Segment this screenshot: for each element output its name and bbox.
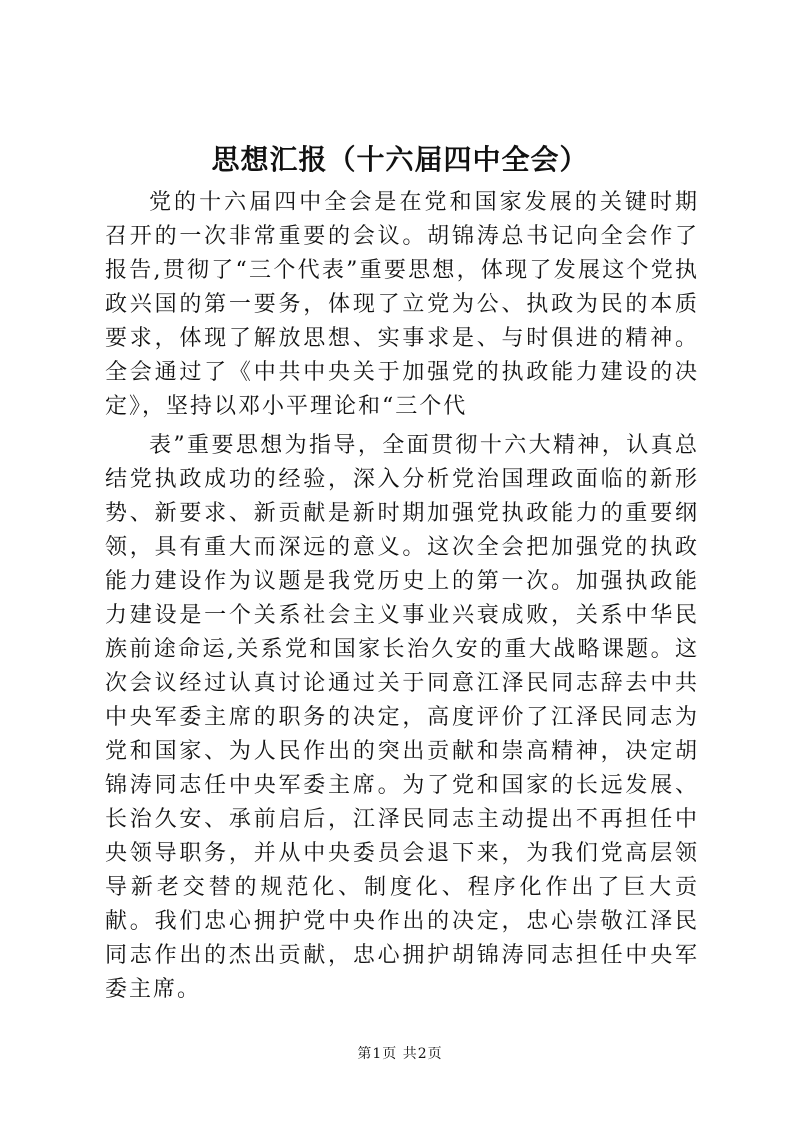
document-title: 思想汇报（十六届四中全会）: [211, 143, 589, 176]
paragraph-2: 表”重要思想为指导，全面贯彻十六大精神，认真总结党执政成功的经验，深入分析党治国理政面临的新形势、新要求、新贡献是新时期加强党执政能力的重要纲领，具有重大而深远的意义。这次全会把加强党的执政能力建设作为议题是我党历史上的第一次。加强执政能力建设是一个关系社会主义事业兴衰成败，关系中华民族前途命运,关系党和国家长治久安的重大战略课题。这次会议经过认真讨论通过关于同意江泽民同志辞去中共中央军委主席的职务的决定，高度评价了江泽民同志为党和国家、为人民作出的突出贡献和崇高精神，决定胡锦涛同志任中央军委主席。为了党和国家的长远发展、长治久安、承前启后，江泽民同志主动提出不再担任中央领导职务，并从中央委员会退下来，为我们党高层领导新老交替的规范化、制度化、程序化作出了巨大贡献。我们忠心拥护党中央作出的决定，忠心崇敬江泽民同志作出的杰出贡献，忠心拥护胡锦涛同志担任中央军委主席。: [105, 433, 699, 1002]
page-number-footer: 第1页 共2页: [357, 1046, 443, 1062]
paragraph-1: 党的十六届四中全会是在党和国家发展的关键时期召开的一次非常重要的会议。胡锦涛总书记向全会作了报告,贯彻了“三个代表”重要思想，体现了发展这个党执政兴国的第一要务，体现了立党为公、执政为民的本质要求，体现了解放思想、实事求是、与时俱进的精神。全会通过了《中共中央关于加强党的执政能力建设的决定》，坚持以邓小平理论和“三个代: [105, 190, 699, 419]
